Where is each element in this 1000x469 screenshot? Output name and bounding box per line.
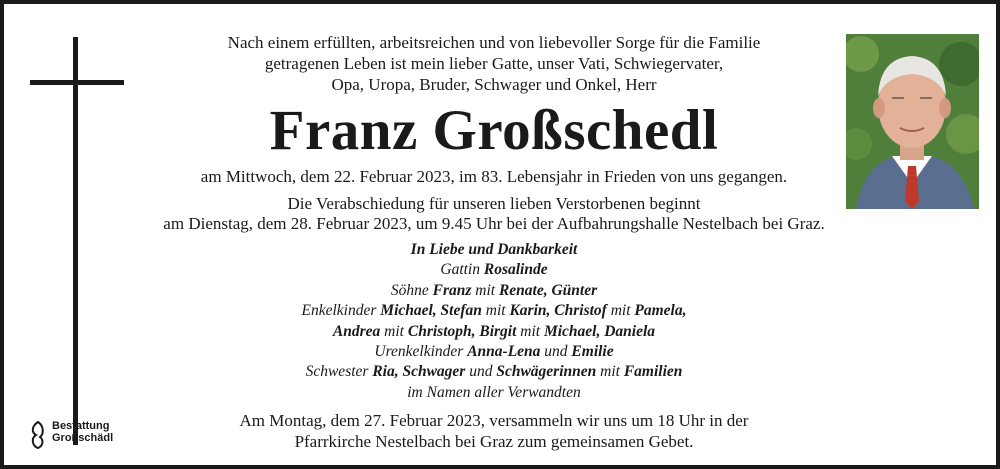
cross-icon-bar — [30, 80, 124, 85]
funeral-home-logo — [28, 420, 138, 450]
closing-line: Pfarrkirche Nestelbach bei Graz zum gemeinsamen Gebet. — [294, 432, 694, 451]
intro-line: getragenen Leben ist mein lieber Gatte, unser Vati, Schwiegervater, — [264, 54, 724, 73]
farewell-line: Die Verabschiedung für unseren lieben Verstorbenen beginnt — [287, 194, 701, 213]
logo-line: Bestattung — [52, 420, 110, 432]
funeral-home-logo-icon — [28, 420, 48, 450]
mourners-relatives: im Namen aller Verwandten — [407, 383, 581, 401]
intro-line: Opa, Uropa, Bruder, Schwager und Onkel, Herr — [331, 75, 657, 94]
funeral-home-name — [52, 420, 113, 444]
farewell-line: am Dienstag, dem 28. Februar 2023, um 9.45 Uhr bei der Aufbahrungshalle Nestelbach bei Graz. — [163, 214, 825, 233]
mourners-spouse: Gattin Rosalinde — [440, 261, 548, 279]
cross-icon — [73, 37, 78, 445]
mourners-grandchildren-cont: Andrea mit Christoph, Birgit mit Michael, Daniela — [332, 322, 656, 340]
mourners-list — [154, 240, 834, 403]
portrait-image — [846, 34, 979, 209]
logo-line: Großschädl — [52, 432, 114, 444]
death-line: am Mittwoch, dem 22. Februar 2023, im 83. Lebensjahr in Frieden von uns gegangen. — [200, 167, 788, 186]
deceased-name: Franz Großschedl — [269, 99, 719, 162]
mourners-great-grandchildren: Urenkelkinder Anna-Lena und Emilie — [374, 343, 614, 361]
farewell-text — [114, 194, 874, 234]
closing-text — [154, 410, 834, 452]
portrait-photo — [846, 34, 979, 209]
closing-line: Am Montag, dem 27. Februar 2023, versammeln wir uns um 18 Uhr in der — [239, 411, 749, 430]
intro-text — [154, 32, 834, 95]
mourners-heading: In Liebe und Dankbarkeit — [410, 241, 578, 258]
mourners-sons: Söhne Franz mit Renate, Günter — [390, 281, 598, 299]
mourners-grandchildren: Enkelkinder Michael, Stefan mit Karin, Christof mit Pamela, — [301, 302, 687, 320]
intro-line: Nach einem erfüllten, arbeitsreichen und von liebevoller Sorge für die Familie — [227, 33, 761, 52]
mourners-siblings: Schwester Ria, Schwager und Schwägerinnen mit Familien — [305, 363, 683, 381]
